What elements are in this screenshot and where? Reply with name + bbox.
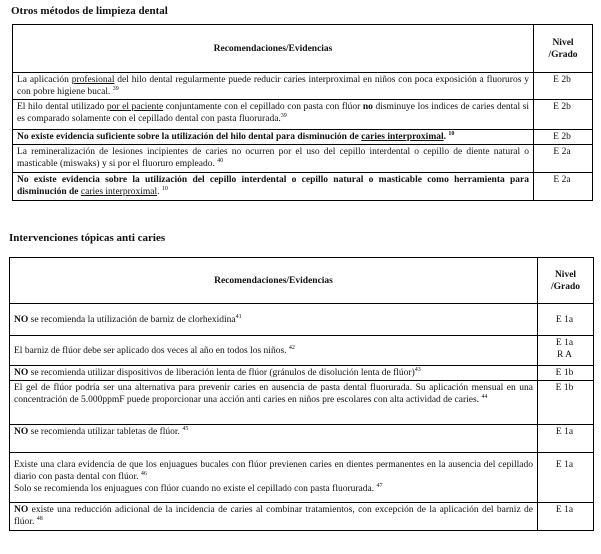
recommendation-cell: La aplicación profesional del hilo dental regularmente puede reducir caries interproximal en niños con poca exposición a fluoruros y con pobre higiene bucal. $^{39}$: [13, 73, 534, 100]
recommendation-cell: NO se recomienda utilizar dispositivos de liberación lenta de flúor (gránulos de disolución lenta de flúor)$^{43}$: [10, 366, 538, 381]
recommendation-cell: NO se recomienda utilizar tabletas de flúor. $^{45}$: [10, 425, 538, 453]
recommendation-cell: NO se recomienda la utilización de barniz de clorhexidina$^{41}$: [10, 304, 538, 336]
grade-cell: E 1b: [538, 381, 594, 425]
section-title-topical: Intervenciones tópicas anti caries: [9, 232, 166, 244]
table-row: [10, 304, 594, 336]
grade-cell: E 1a: [538, 453, 594, 503]
rec-header: Recomendaciones/Evidencias: [10, 258, 538, 304]
recommendation-cell: El barniz de flúor debe ser aplicado dos veces al año en todos los niños. $^{42}$: [10, 336, 538, 366]
grade-cell: E 1a: [538, 425, 594, 453]
table-row: [13, 173, 593, 201]
grade-cell: E 1a R A: [538, 336, 594, 366]
recommendation-cell: El hilo dental utilizado por el paciente conjuntamente con el cepillado con pasta con flúor no disminuye los indices de caries dental si es comparado solamente con el cepillado dental con pasta fluorurada.$^{39}$: [13, 100, 534, 130]
table-row: [13, 73, 593, 100]
grade-cell: E 2b: [534, 73, 593, 100]
grade-cell: E 2a: [534, 145, 593, 173]
grade-header: Nivel /Grado: [538, 258, 594, 304]
table-row: [10, 381, 594, 425]
table-row: [10, 453, 594, 503]
grade-header: Nivel /Grado: [534, 25, 593, 73]
rec-header: Recomendaciones/Evidencias: [13, 25, 534, 73]
section-title-cleaning: Otros métodos de limpieza dental: [11, 5, 168, 17]
table-row: [10, 425, 594, 453]
table-row: [10, 336, 594, 366]
recommendation-cell: No existe evidencia suficiente sobre la utilización del hilo dental para disminución de caries interproximal. $^{10}$: [13, 130, 534, 145]
topical-interventions-table: [9, 257, 594, 531]
table-row: [13, 130, 593, 145]
table-row: [13, 100, 593, 130]
recommendation-cell: NO existe una reducción adicional de la incidencia de caries al combinar tratamientos, con excepción de la aplicación del barniz de flúor. $^{48}$: [10, 503, 538, 531]
cleaning-methods-table: [12, 24, 593, 201]
table-row: [10, 366, 594, 381]
recommendation-cell: Existe una clara evidencia de que los enjuagues bucales con flúor previenen caries en dientes permanentes en la ausencia del cepillado diario con pasta dental con flúor. $^{46}$ Solo se recomienda los enjuagues con flúor cuando no existe el cepillado con pasta fluorurada. $^{47}$: [10, 453, 538, 503]
recommendation-cell: No existe evidencia sobre la utilización del cepillo interdental o cepillo natural o masticable como herramienta para disminución de caries interproximal. $^{10}$: [13, 173, 534, 201]
table-row: [13, 145, 593, 173]
recommendation-cell: El gel de flúor podría ser una alternativa para prevenir caries en ausencia de pasta dental fluorurada. Su aplicación mensual en una concentración de 5.000ppmF puede proporcionar una acción anti caries en niños pre escolares con alta actividad de caries. $^{44}$: [10, 381, 538, 425]
grade-cell: E 1b: [538, 366, 594, 381]
grade-cell: E 1a: [538, 304, 594, 336]
grade-cell: E 2a: [534, 173, 593, 201]
recommendation-cell: La remineralización de lesiones incipientes de caries no ocurren por el uso del cepillo interdental o cepillo de diente natural o masticable (miswaks) y si por el fluoruro empleado. $^{40}$: [13, 145, 534, 173]
grade-cell: E 1a: [538, 503, 594, 531]
grade-cell: E 2b: [534, 100, 593, 130]
table-row: [10, 503, 594, 531]
grade-cell: E 2b: [534, 130, 593, 145]
